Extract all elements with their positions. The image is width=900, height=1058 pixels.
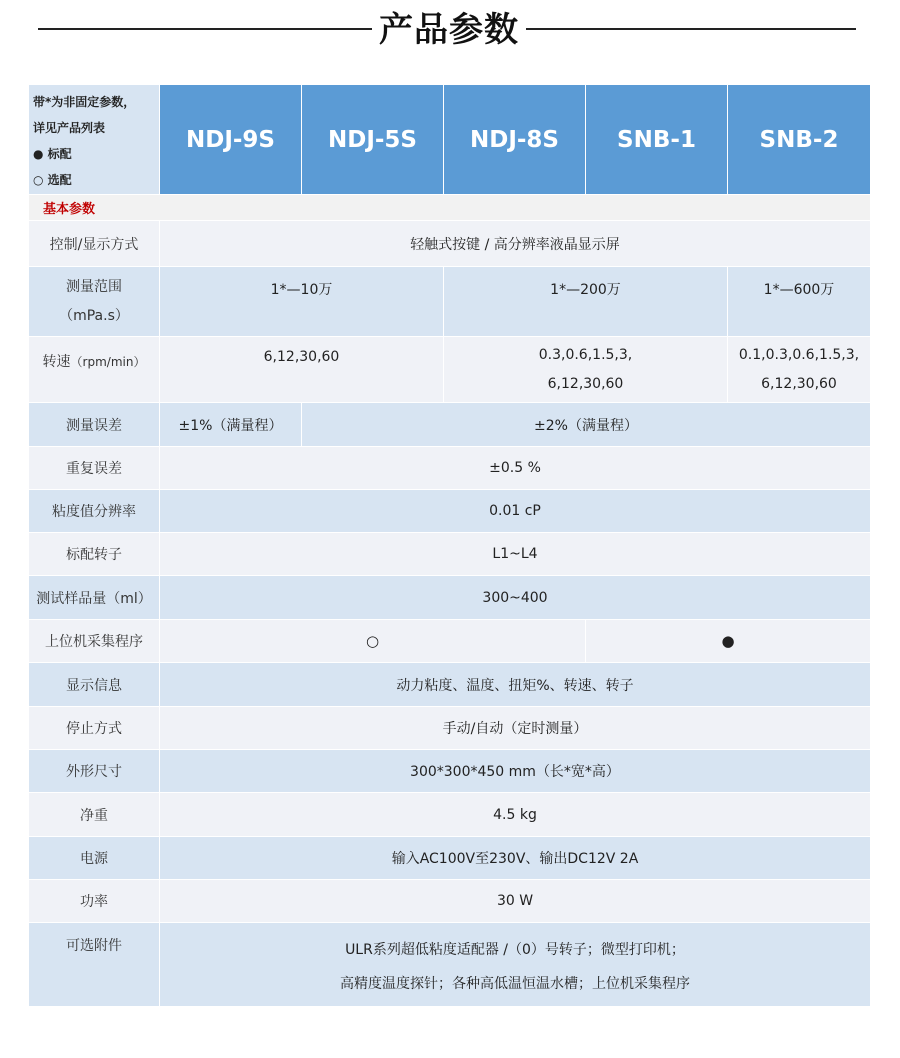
row-value-line: 6,12,30,60 <box>547 376 624 392</box>
table-row <box>29 837 871 880</box>
row-label: 电源 <box>29 837 160 880</box>
table-row <box>29 490 871 533</box>
row-value: 4.5 kg <box>160 793 871 837</box>
page-title: 产品参数 <box>379 10 519 50</box>
row-value <box>728 337 871 403</box>
row-value: 300*300*450 mm（长*宽*高） <box>160 750 871 793</box>
row-value: 动力粘度、温度、扭矩%、转速、转子 <box>160 663 871 707</box>
row-label-text: 转速 <box>42 354 71 370</box>
row-label: 可选附件 <box>29 923 160 1007</box>
table-row <box>29 337 871 403</box>
row-value: 1*—600万 <box>728 267 871 337</box>
row-label: 上位机采集程序 <box>29 620 160 663</box>
row-value-line: 0.3,0.6,1.5,3, <box>538 347 633 363</box>
title-rule-right <box>526 28 856 30</box>
row-value: ±0.5 % <box>160 447 871 490</box>
accessories-line: ULR系列超低粘度适配器 /（0）号转子；微型打印机； <box>345 941 685 958</box>
row-label: 外形尺寸 <box>29 750 160 793</box>
row-label: 测量误差 <box>29 403 160 447</box>
table-row <box>29 447 871 490</box>
row-label <box>29 267 160 337</box>
legend-note <box>29 85 160 195</box>
row-value <box>160 923 871 1007</box>
table-row <box>29 923 871 1007</box>
row-value: 输入AC100V至230V、输出DC12V 2A <box>160 837 871 880</box>
legend-standard: ● 标配 <box>33 147 72 161</box>
table-row <box>29 793 871 837</box>
row-value: 300~400 <box>160 576 871 620</box>
header-row <box>29 85 871 195</box>
row-value: 0.01 cP <box>160 490 871 533</box>
model-header: NDJ-5S <box>302 85 444 195</box>
row-label: 停止方式 <box>29 707 160 750</box>
row-label: 测试样品量（ml） <box>29 576 160 620</box>
row-value: L1~L4 <box>160 533 871 576</box>
row-value-line: 0.1,0.3,0.6,1.5,3, <box>738 347 860 363</box>
model-header: NDJ-9S <box>160 85 302 195</box>
table-row <box>29 707 871 750</box>
table-row <box>29 403 871 447</box>
table-row <box>29 267 871 337</box>
row-value: 30 W <box>160 880 871 923</box>
table-row <box>29 750 871 793</box>
section-title: 基本参数 <box>29 195 871 221</box>
row-label: 控制/显示方式 <box>29 221 160 267</box>
row-label-unit: （rpm/min） <box>70 355 146 369</box>
accessories-line: 高精度温度探针；各种高低温恒温水槽；上位机采集程序 <box>340 975 690 992</box>
row-value: ±2%（满量程） <box>302 403 871 447</box>
row-label-line: 测量范围 <box>66 278 122 295</box>
legend-line: 带*为非固定参数， <box>33 95 136 109</box>
row-label <box>29 337 160 403</box>
row-value: ±1%（满量程） <box>160 403 302 447</box>
table-row <box>29 221 871 267</box>
model-header: SNB-2 <box>728 85 871 195</box>
legend-line: 详见产品列表 <box>33 121 106 135</box>
row-label-unit: （mPa.s） <box>59 307 129 324</box>
row-value <box>444 337 728 403</box>
row-label: 重复误差 <box>29 447 160 490</box>
model-header: NDJ-8S <box>444 85 586 195</box>
title-rule-left <box>38 28 372 30</box>
table-row <box>29 533 871 576</box>
row-value-line: 6,12,30,60 <box>761 376 837 392</box>
table-row <box>29 576 871 620</box>
row-label: 净重 <box>29 793 160 837</box>
standard-mark: ● <box>586 620 871 663</box>
row-value: 手动/自动（定时测量） <box>160 707 871 750</box>
row-value: 1*—10万 <box>160 267 444 337</box>
row-label: 显示信息 <box>29 663 160 707</box>
title-bar <box>0 0 900 62</box>
row-label: 粘度值分辨率 <box>29 490 160 533</box>
optional-mark: ○ <box>160 620 586 663</box>
row-value: 1*—200万 <box>444 267 728 337</box>
table-row <box>29 880 871 923</box>
model-header: SNB-1 <box>586 85 728 195</box>
row-value: 6,12,30,60 <box>160 337 444 403</box>
table-row <box>29 620 871 663</box>
section-row <box>29 195 871 221</box>
row-label: 功率 <box>29 880 160 923</box>
spec-table <box>28 84 871 1007</box>
row-value: 轻触式按键 / 高分辨率液晶显示屏 <box>160 221 871 267</box>
legend-optional: ○ 选配 <box>33 173 72 187</box>
table-row <box>29 663 871 707</box>
row-label: 标配转子 <box>29 533 160 576</box>
